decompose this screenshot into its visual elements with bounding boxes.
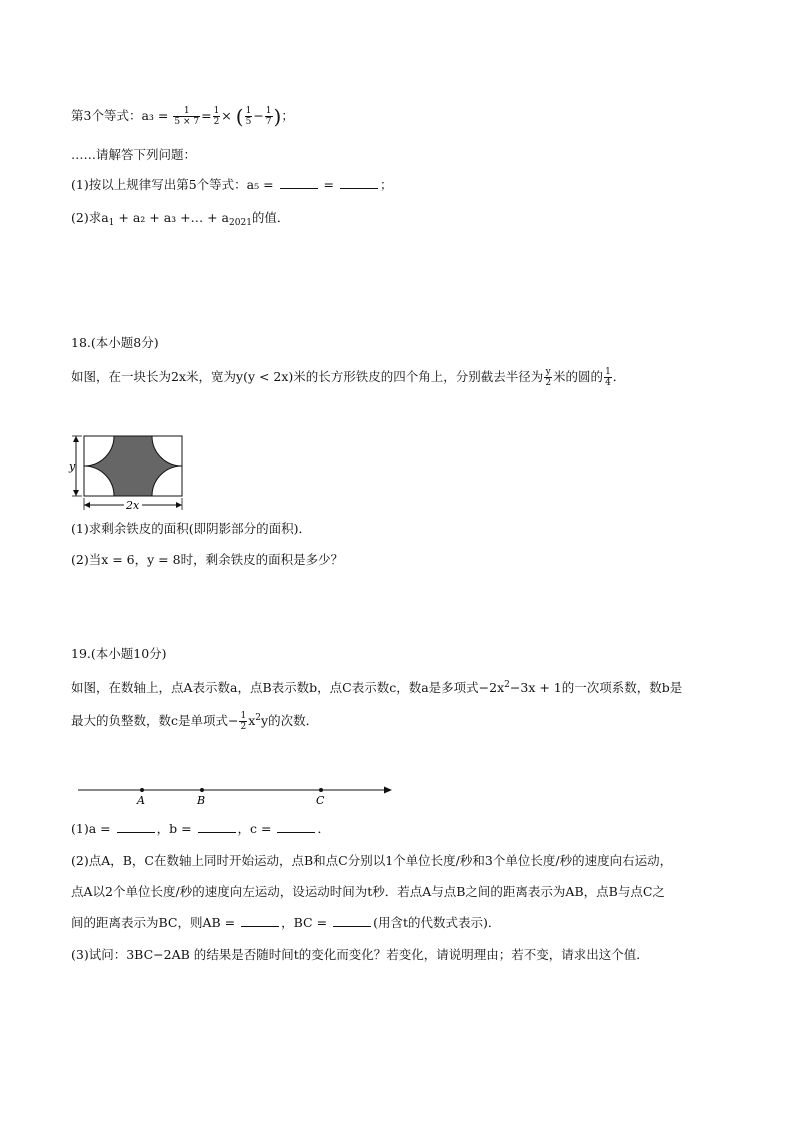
q18-stem-b: 米的圆的	[553, 369, 604, 384]
q19-frac-half: $\frac{1}{2}$	[240, 711, 247, 732]
q19-p2-line3-a: 间的距离表示为BC，则AB =	[71, 915, 236, 930]
point-C	[319, 788, 323, 792]
q17-p2-prefix: (2)求a	[71, 210, 109, 225]
q19-p2-line3-b: ，BC =	[281, 915, 328, 930]
q19-part-2-line-3	[71, 914, 500, 932]
answer-blank[interactable]	[117, 820, 155, 833]
q19-p2-line3-c: (用含t的代数式表示)．	[373, 915, 501, 930]
q17-p1-equals: =	[323, 177, 335, 192]
q18-frac-y-over-2: $\frac{y}{2}$	[545, 367, 552, 388]
eq3-label: 第3个等式：	[71, 108, 142, 123]
q18-part-2: (2)当x = 6，y = 8时，剩余铁皮的面积是多少？	[71, 552, 344, 567]
axis-arrow	[384, 787, 392, 794]
eq3-equals: =	[201, 108, 212, 123]
eq3-fraction-3: $\frac{1}{5}$	[245, 106, 252, 127]
q18-heading: 18.(本小题8分)	[71, 335, 159, 350]
q19-stem-line2-a: 最大的负整数，数c是单项式−	[71, 713, 239, 728]
q19-stem-line2-c: y的次数．	[261, 713, 319, 728]
subscript-2021: 2021	[229, 218, 252, 228]
q17-p2-suffix: 的值．	[251, 210, 290, 225]
label-B: B	[197, 794, 206, 807]
eq3-minus: −	[253, 108, 264, 123]
q18-part-1: (1)求剩余铁皮的面积(即阴影部分的面积)．	[71, 521, 311, 536]
q19-number-line	[74, 780, 396, 810]
left-paren: (	[235, 104, 244, 129]
q18-stem-a: 如图，在一块长为2x米，宽为y(y < 2x)米的长方形铁皮的四个角上，分别截去半径为	[71, 369, 544, 384]
q17-p2-middle: + a₂ + a₃ +… + a	[118, 210, 230, 225]
q19-stem-line-1	[71, 676, 682, 697]
eq3-times: ×	[221, 108, 232, 123]
eq3-fraction-1: $\frac{1}{5 \times 7}$	[174, 106, 200, 127]
q19-stem-b: −3x + 1的一次项系数，数b是	[509, 680, 683, 695]
q19-p1-a: (1)a =	[71, 821, 111, 836]
q17-p1-prefix: (1)按以上规律写出第5个等式：a₅ =	[71, 177, 274, 192]
q19-p1-c: ，c =	[237, 821, 272, 836]
eq3-lhs: a₃ =	[141, 108, 169, 123]
q19-part-3: (3)试问：3BC−2AB 的结果是否随时间t的变化而变化？若变化，请说明理由；若不变，请求出这个值．	[71, 947, 649, 962]
answer-blank[interactable]	[198, 820, 236, 833]
q19-p1-b: ，b =	[156, 821, 192, 836]
q17-part-2	[71, 209, 289, 232]
q19-heading: 19.(本小题10分)	[71, 646, 167, 661]
label-2x: 2x	[126, 499, 140, 512]
q19-stem-line-2	[71, 709, 318, 732]
eq3-fraction-2: $\frac{1}{2}$	[213, 106, 220, 127]
right-paren: )	[273, 104, 282, 129]
label-A: A	[137, 794, 145, 807]
q18-rectangle-figure	[68, 430, 190, 514]
eq3-fraction-4: $\frac{1}{7}$	[265, 106, 272, 127]
answer-blank[interactable]	[333, 914, 371, 927]
answer-blank[interactable]	[280, 176, 318, 189]
q19-stem-line2-b: x	[248, 713, 256, 728]
q18-frac-quarter: $\frac{1}{4}$	[605, 367, 611, 388]
q18-stem	[71, 367, 625, 388]
superscript-2b: 2	[255, 713, 262, 723]
q17-ellipsis-line: ……请解答下列问题：	[71, 147, 197, 162]
label-C: C	[316, 794, 325, 807]
q19-p1-end: ．	[317, 821, 330, 836]
answer-blank[interactable]	[340, 176, 378, 189]
q17-part-1	[71, 176, 393, 194]
superscript-2: 2	[504, 680, 510, 690]
eq3-end: ；	[281, 108, 294, 123]
q18-stem-end: ．	[612, 369, 626, 384]
point-A	[140, 788, 144, 792]
q19-part-1	[71, 820, 330, 838]
answer-blank[interactable]	[277, 820, 315, 833]
answer-blank[interactable]	[241, 914, 279, 927]
subscript-1: 1	[108, 218, 115, 228]
q19-part-2-line-2: 点A以2个单位长度/秒的速度向左运动，设运动时间为t秒．若点A与点B之间的距离表示为AB，点B与点C之	[71, 884, 665, 899]
q19-part-2-line-1: (2)点A，B，C在数轴上同时开始运动，点B和点C分别以1个单位长度/秒和3个单位长度/秒的速度向右运动，	[71, 853, 673, 868]
label-y: y	[69, 460, 76, 473]
point-B	[200, 788, 204, 792]
q19-stem-a: 如图，在数轴上，点A表示数a，点B表示数b，点C表示数c，数a是多项式−2x	[71, 680, 505, 695]
q17-p1-end: ；	[380, 177, 393, 192]
q17-equation-3	[71, 106, 294, 127]
